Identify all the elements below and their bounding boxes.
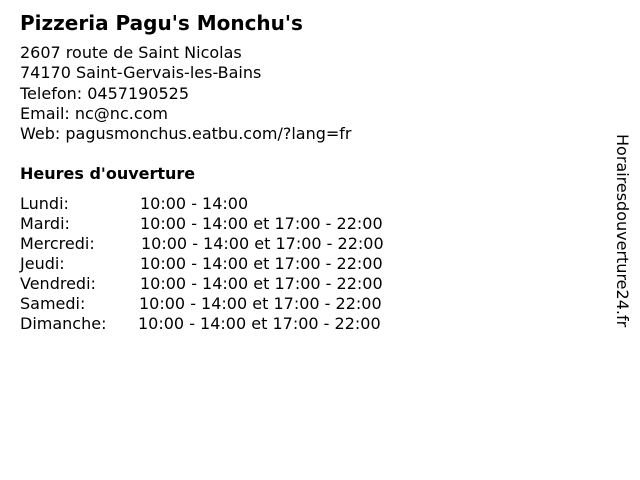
hours-row-saturday [20,294,440,314]
email-address: Email: nc@nc.com [20,103,168,123]
day-label: Samedi: [20,294,86,313]
time-range: 10:00 - 14:00 et 17:00 - 22:00 [140,274,383,293]
hours-row-friday [20,274,440,294]
time-range: 10:00 - 14:00 [140,194,249,213]
day-label: Vendredi: [20,274,96,293]
time-range: 10:00 - 14:00 et 17:00 - 22:00 [138,314,381,333]
time-range: 10:00 - 14:00 et 17:00 - 22:00 [139,294,382,313]
phone-number: Telefon: 0457190525 [20,83,190,103]
business-contact-block [20,43,352,144]
hours-row-tuesday [20,214,440,234]
hours-row-monday [20,194,440,214]
day-label: Dimanche: [20,314,107,333]
hours-row-wednesday [20,234,440,254]
time-range: 10:00 - 14:00 et 17:00 - 22:00 [140,254,383,273]
site-watermark [612,134,632,344]
address-street: 2607 route de Saint Nicolas [20,43,242,62]
day-label: Mardi: [20,214,70,233]
site-watermark-text: Horairesdouverture24.fr [613,134,632,328]
website-url: Web: pagusmonchus.eatbu.com/?lang=fr [20,124,352,144]
opening-hours-table [20,194,440,334]
business-name: Pizzeria Pagu's Monchu's [20,11,303,35]
time-range: 10:00 - 14:00 et 17:00 - 22:00 [140,214,383,233]
day-label: Mercredi: [20,234,95,253]
day-label: Lundi: [20,194,69,213]
day-label: Jeudi: [20,254,65,273]
address-city: 74170 Saint-Gervais-les-Bains [20,63,262,83]
opening-hours-title: Heures d'ouverture [20,164,196,183]
time-range: 10:00 - 14:00 et 17:00 - 22:00 [141,234,384,253]
hours-row-sunday [20,314,440,334]
hours-row-thursday [20,254,440,274]
